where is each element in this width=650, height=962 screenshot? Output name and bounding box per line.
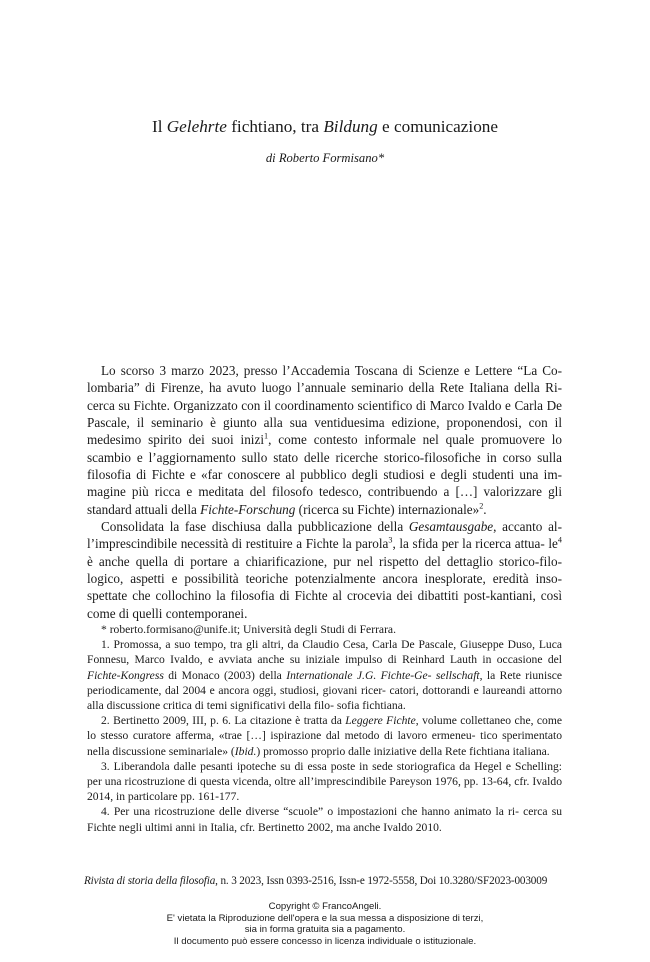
copyright-line-1: Copyright © FrancoAngeli. [268,901,382,912]
journal-details: , n. 3 2023, Issn 0393-2516, Issn-e 1972-5558, Doi 10.3280/SF2023-003009 [215,875,548,887]
footnote-ref-4: 4 [557,536,562,546]
footnote-3: 3. Liberandola dalle pesanti ipoteche su di essa poste in sede storiografica da Hegel e Schelling: per una ricostruzione di questa vicenda, oltre all’imprescindibile Pareyson 1976, pp. 13-64, cfr. Ivaldo 2014, in particolare pp. 161-177. [87,759,563,804]
body-paragraph-2: Consolidata la fase dischiusa dalla pubblicazione della Gesamtausgabe, accanto al- l’imprescindibile necessità di restituire a Fichte la parola$^3$, la sfida per la ricerca attua- $le^4$ è anche quella di portare a chiarificazione, pur nel rispetto del dettaglio storico-filo- logico, aspetti e possibilità teoriche potenzialmente ancora inesplorate, eredità inso- spettate che collochino la filosofia di Fichte al crocevia dei dibattiti post-kantiani, così come di quelli contemporanei. [87,519,562,621]
copyright-line-3: sia in forma gratuita sia a pagamento. [244,924,406,936]
footnote-star: * roberto.formisano@unife.it; Università degli Studi di Ferrara. [101,623,396,636]
title-italic-gelehrte: Gelehrte [166,117,227,136]
footnote-4: 4. Per una ricostruzione delle diverse “scuole” o impostazioni che hanno animato la ri- cerca su Fichte negli ultimi anni in Italia, cfr. Bertinetto 2002, ma anche Ivaldo 2010. [87,805,563,834]
footnote-ref-2: 2 [479,501,484,511]
footnote-1: 1. Promossa, a suo tempo, tra gli altri, da Claudio Cesa, Carla De Pascale, Giuseppe Duso, Luca Fonnesu, Marco Ivaldo, e avviata anche su iniziale impulso di Reinhard Lauth in occasione del Fichte-Kongress di Monaco (2003) della Internationale J.G. Fichte-Ge- sellschaft, la Rete riunisce periodicamente, dal 2004 e ancora oggi, studiosi, giovani ricer- catori, dottorandi e laureandi attorno alla discussione critica di temi significativi della filo- sofia fichtiana. [87,638,563,713]
article-body [87,362,562,622]
footnotes [87,622,562,835]
article-author: di Roberto Formisano* [265,151,385,165]
footnote-ref-1: 1 [263,431,269,441]
body-paragraph-1: Lo scorso 3 marzo 2023, presso l’Accademia Toscana di Scienze e Lettere “La Co- lombaria” di Firenze, ha avuto luogo l’annuale seminario della Rete Italiana della Ri- cerca su Fichte. Organizzato con il coordinamento scientifico di Marco Ivaldo e Carla De Pascale, il seminario è giunto alla sua ventiduesima edizione, proponendosi, con il medesimo spirito dei suoi inizi$^1$, come contesto informale nel quale promuovere lo scambio e l’aggiornamento sullo stato delle ricerche storico-filosofiche in corso sulla filosofia di Fichte e «far conoscere al pubblico degli studiosi e degli studenti una im- magine più ricca e meditata del filosofo tedesco, contribuendo a […] valorizzare gli standard attuali della Fichte-Forschung (ricerca su Fichte) internazionale»$^2$. [87,363,562,517]
title-italic-bildung: Bildung [323,117,378,136]
copyright-line-2: E' vietata la Riproduzione dell'opera e la sua messa a disposizione di terzi, [166,912,484,924]
footnote-ref-3: 3 [388,536,393,546]
journal-citation [84,875,566,887]
copyright-notice [0,901,650,947]
journal-name: Rivista di storia della filosofia [84,875,216,887]
footnote-2: 2. Bertinetto 2009, III, p. 6. La citazione è tratta da Leggere Fichte, volume collettaneo che, come lo stesso curatore afferma, «trae […] ispirazione dal metodo di lavoro ermeneu- tico sperimentato nella discussione seminariale» (Ibid.) promosso proprio dalle iniziative della Rete fichtiana italiana. [87,714,563,758]
article-title: Il Gelehrte fichtiano, tra Bildung e comunicazione [151,117,499,136]
copyright-line-4: Il documento può essere concesso in licenza individuale o istituzionale. [173,935,477,947]
